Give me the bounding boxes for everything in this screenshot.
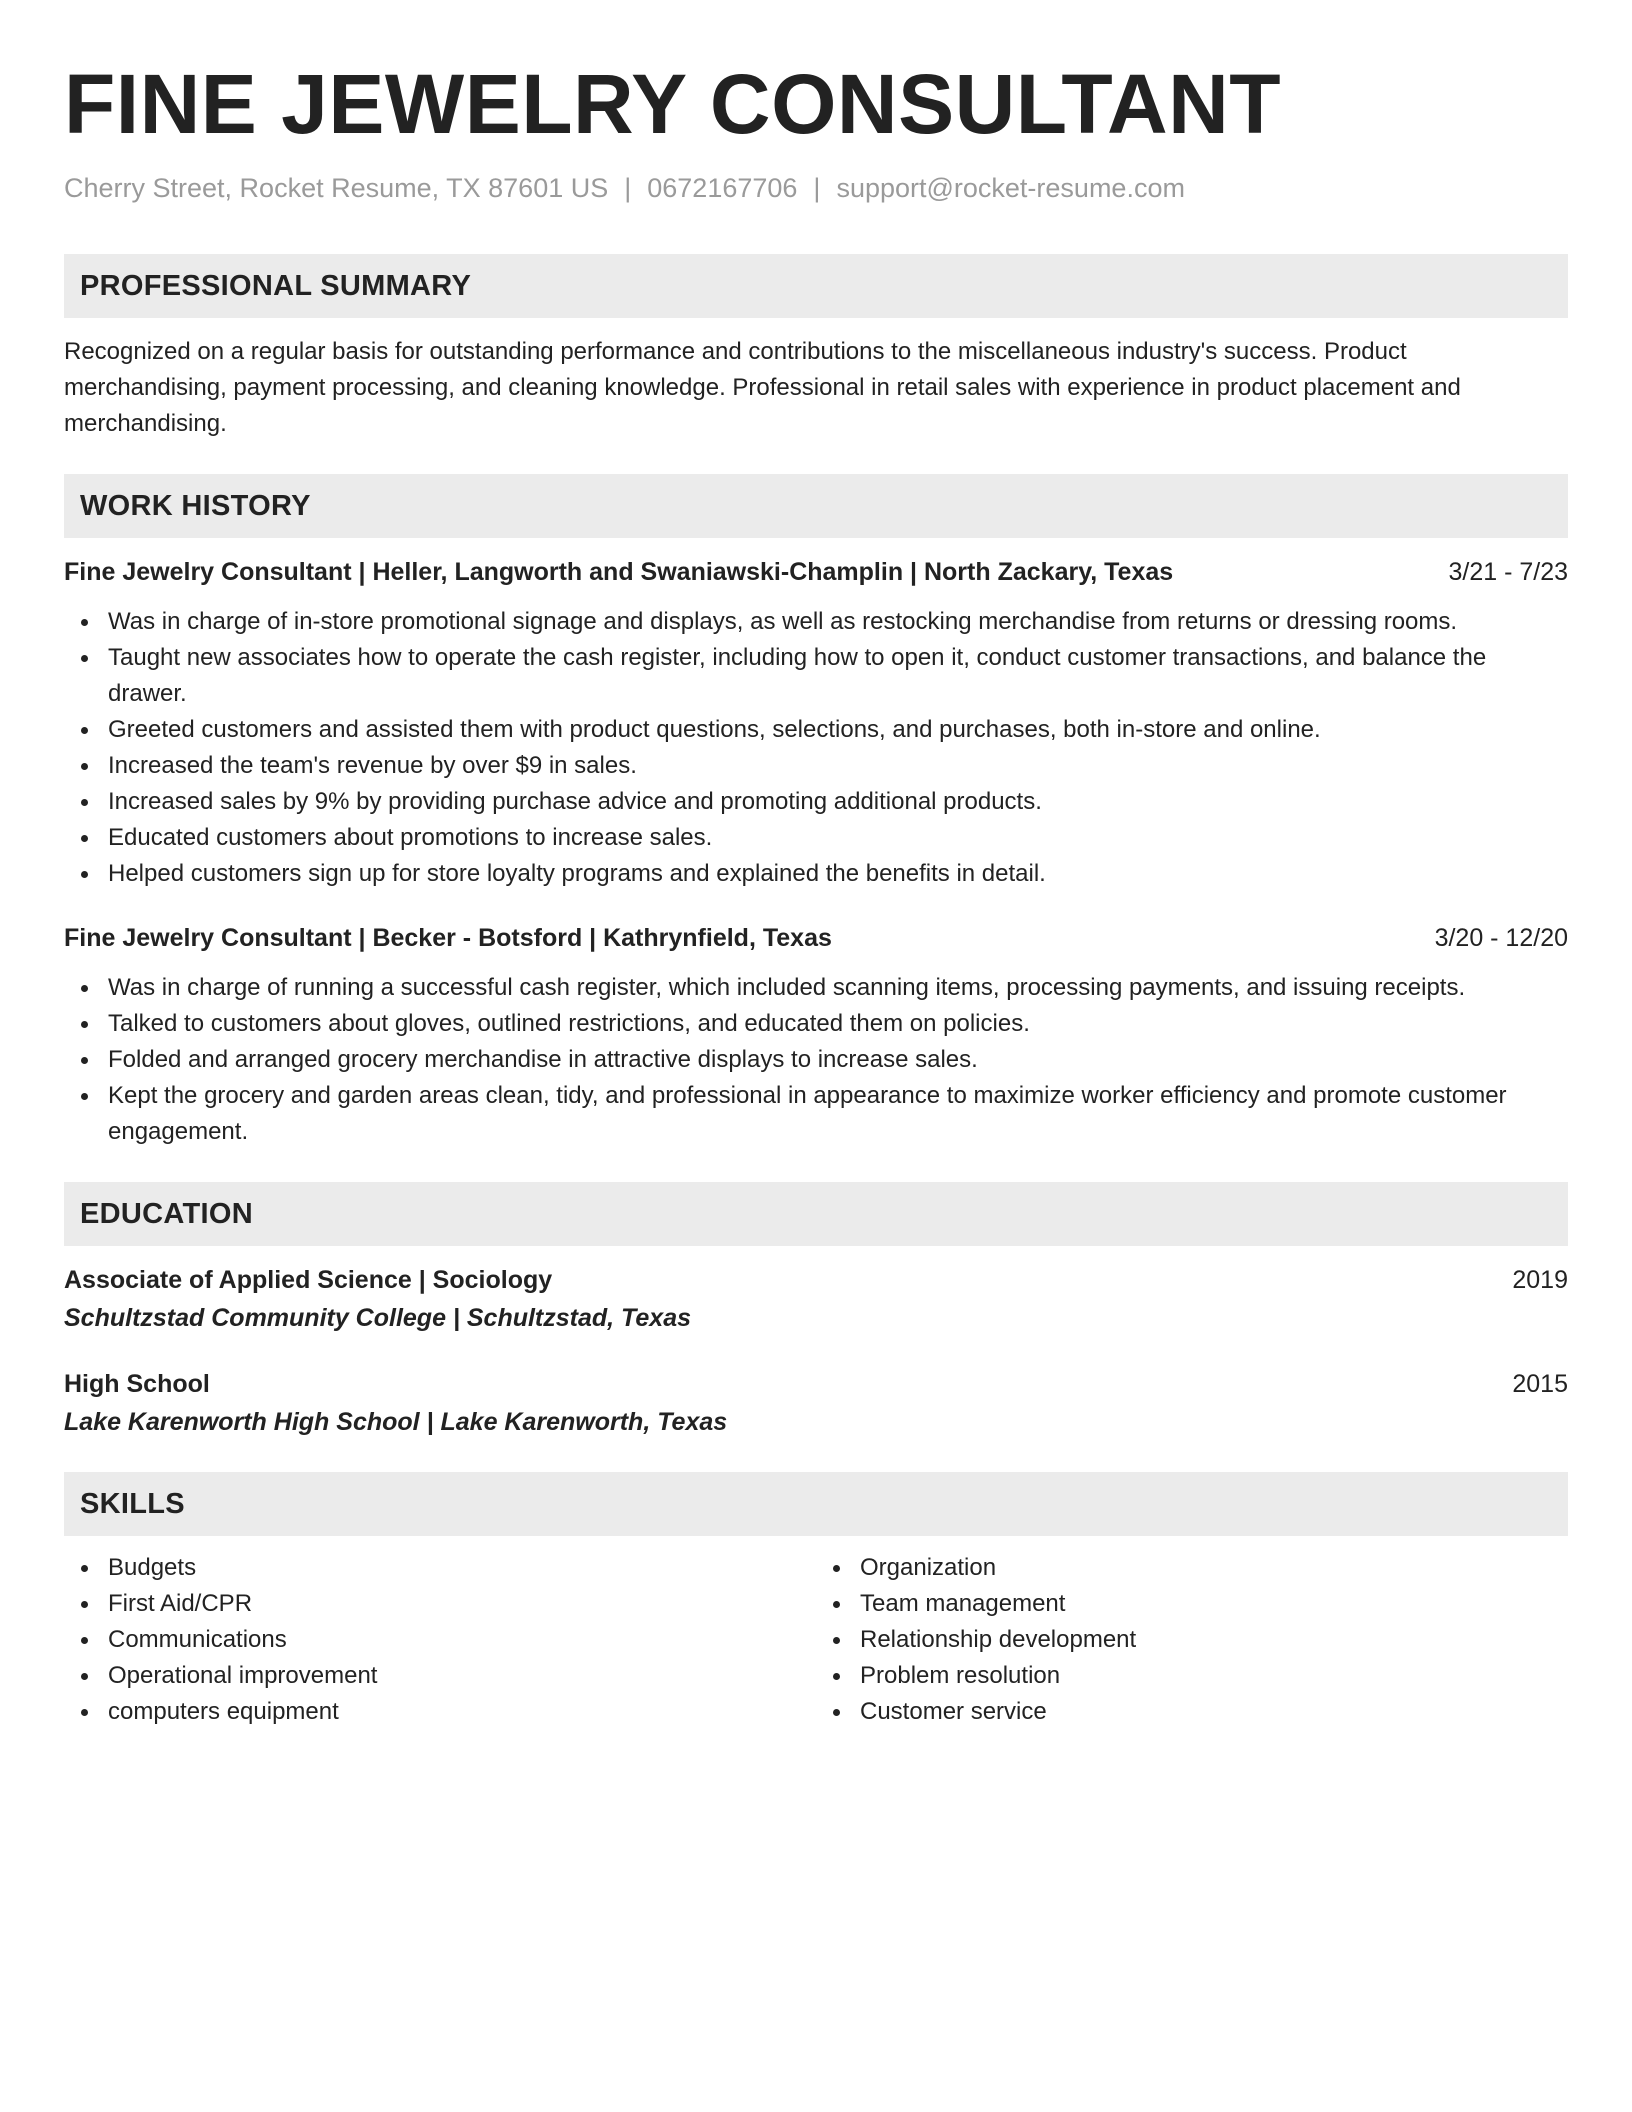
job-dates: 3/20 - 12/20 [1434,924,1568,952]
skill-item: First Aid/CPR [108,1586,816,1622]
skills-columns [64,1550,1568,1730]
skill-item: Relationship development [860,1622,1568,1658]
list-item: Talked to customers about gloves, outlined restrictions, and educated them on policies. [108,1006,1568,1042]
skill-item: Budgets [108,1550,816,1586]
skills-list-right [816,1550,1568,1730]
education-school: Lake Karenworth High School | Lake Karenworth, Texas [64,1408,728,1436]
section-header-education: EDUCATION [64,1182,1568,1246]
education-school: Schultzstad Community College | Schultzstad, Texas [64,1304,692,1332]
skill-item: Organization [860,1550,1568,1586]
summary-text: Recognized on a regular basis for outstanding performance and contributions to the miscellaneous industry's success. Product merchandising, payment processing, and cleaning knowledge. Professional in retail sales with experience in product placement and merchandising. [64,338,1461,437]
contact-separator: | [813,173,821,203]
education-header [64,1366,1568,1402]
skill-item: Problem resolution [860,1658,1568,1694]
skill-item: Communications [108,1622,816,1658]
job-title: Fine Jewelry Consultant | Becker - Botsford | Kathrynfield, Texas [64,924,832,952]
section-header-skills: SKILLS [64,1472,1568,1536]
skill-item: Operational improvement [108,1658,816,1694]
list-item: Educated customers about promotions to increase sales. [108,820,1568,856]
list-item: Kept the grocery and garden areas clean, tidy, and professional in appearance to maximize worker efficiency and promote customer engagement. [108,1078,1568,1150]
contact-email: support@rocket-resume.com [836,173,1185,203]
list-item: Helped customers sign up for store loyalty programs and explained the benefits in detail. [108,856,1568,892]
section-header-work-history: WORK HISTORY [64,474,1568,538]
education-degree: High School [64,1370,210,1398]
list-item: Was in charge of running a successful cash register, which included scanning items, processing payments, and issuing receipts. [108,970,1568,1006]
job-header [64,554,1568,590]
education-degree: Associate of Applied Science | Sociology [64,1266,553,1294]
job-bullet-list [64,970,1568,1150]
job-dates: 3/21 - 7/23 [1448,558,1568,586]
section-header-summary: PROFESSIONAL SUMMARY [64,254,1568,318]
job-entry [64,554,1568,892]
education-entry [64,1262,1568,1336]
education-year: 2015 [1512,1370,1568,1398]
contact-line [64,170,1568,206]
education-header [64,1262,1568,1298]
job-header [64,920,1568,956]
skills-list-left [64,1550,816,1730]
list-item: Increased the team's revenue by over $9 in sales. [108,748,1568,784]
job-entry [64,920,1568,1150]
resume-title: FINE JEWELRY CONSULTANT [64,57,1282,151]
list-item: Increased sales by 9% by providing purchase advice and promoting additional products. [108,784,1568,820]
contact-phone: 0672167706 [647,173,798,203]
list-item: Folded and arranged grocery merchandise in attractive displays to increase sales. [108,1042,1568,1078]
education-entry [64,1366,1568,1440]
list-item: Was in charge of in-store promotional signage and displays, as well as restocking merchandise from returns or dressing rooms. [108,604,1568,640]
job-bullet-list [64,604,1568,892]
skill-item: Customer service [860,1694,1568,1730]
skill-item: Team management [860,1586,1568,1622]
education-year: 2019 [1512,1266,1568,1294]
list-item: Greeted customers and assisted them with product questions, selections, and purchases, both in-store and online. [108,712,1568,748]
job-title: Fine Jewelry Consultant | Heller, Langworth and Swaniawski-Champlin | North Zackary, Texas [64,558,1174,586]
skill-item: computers equipment [108,1694,816,1730]
contact-separator: | [624,173,632,203]
list-item: Taught new associates how to operate the cash register, including how to open it, conduct customer transactions, and balance the drawer. [108,640,1568,712]
contact-address: Cherry Street, Rocket Resume, TX 87601 US [64,173,609,203]
